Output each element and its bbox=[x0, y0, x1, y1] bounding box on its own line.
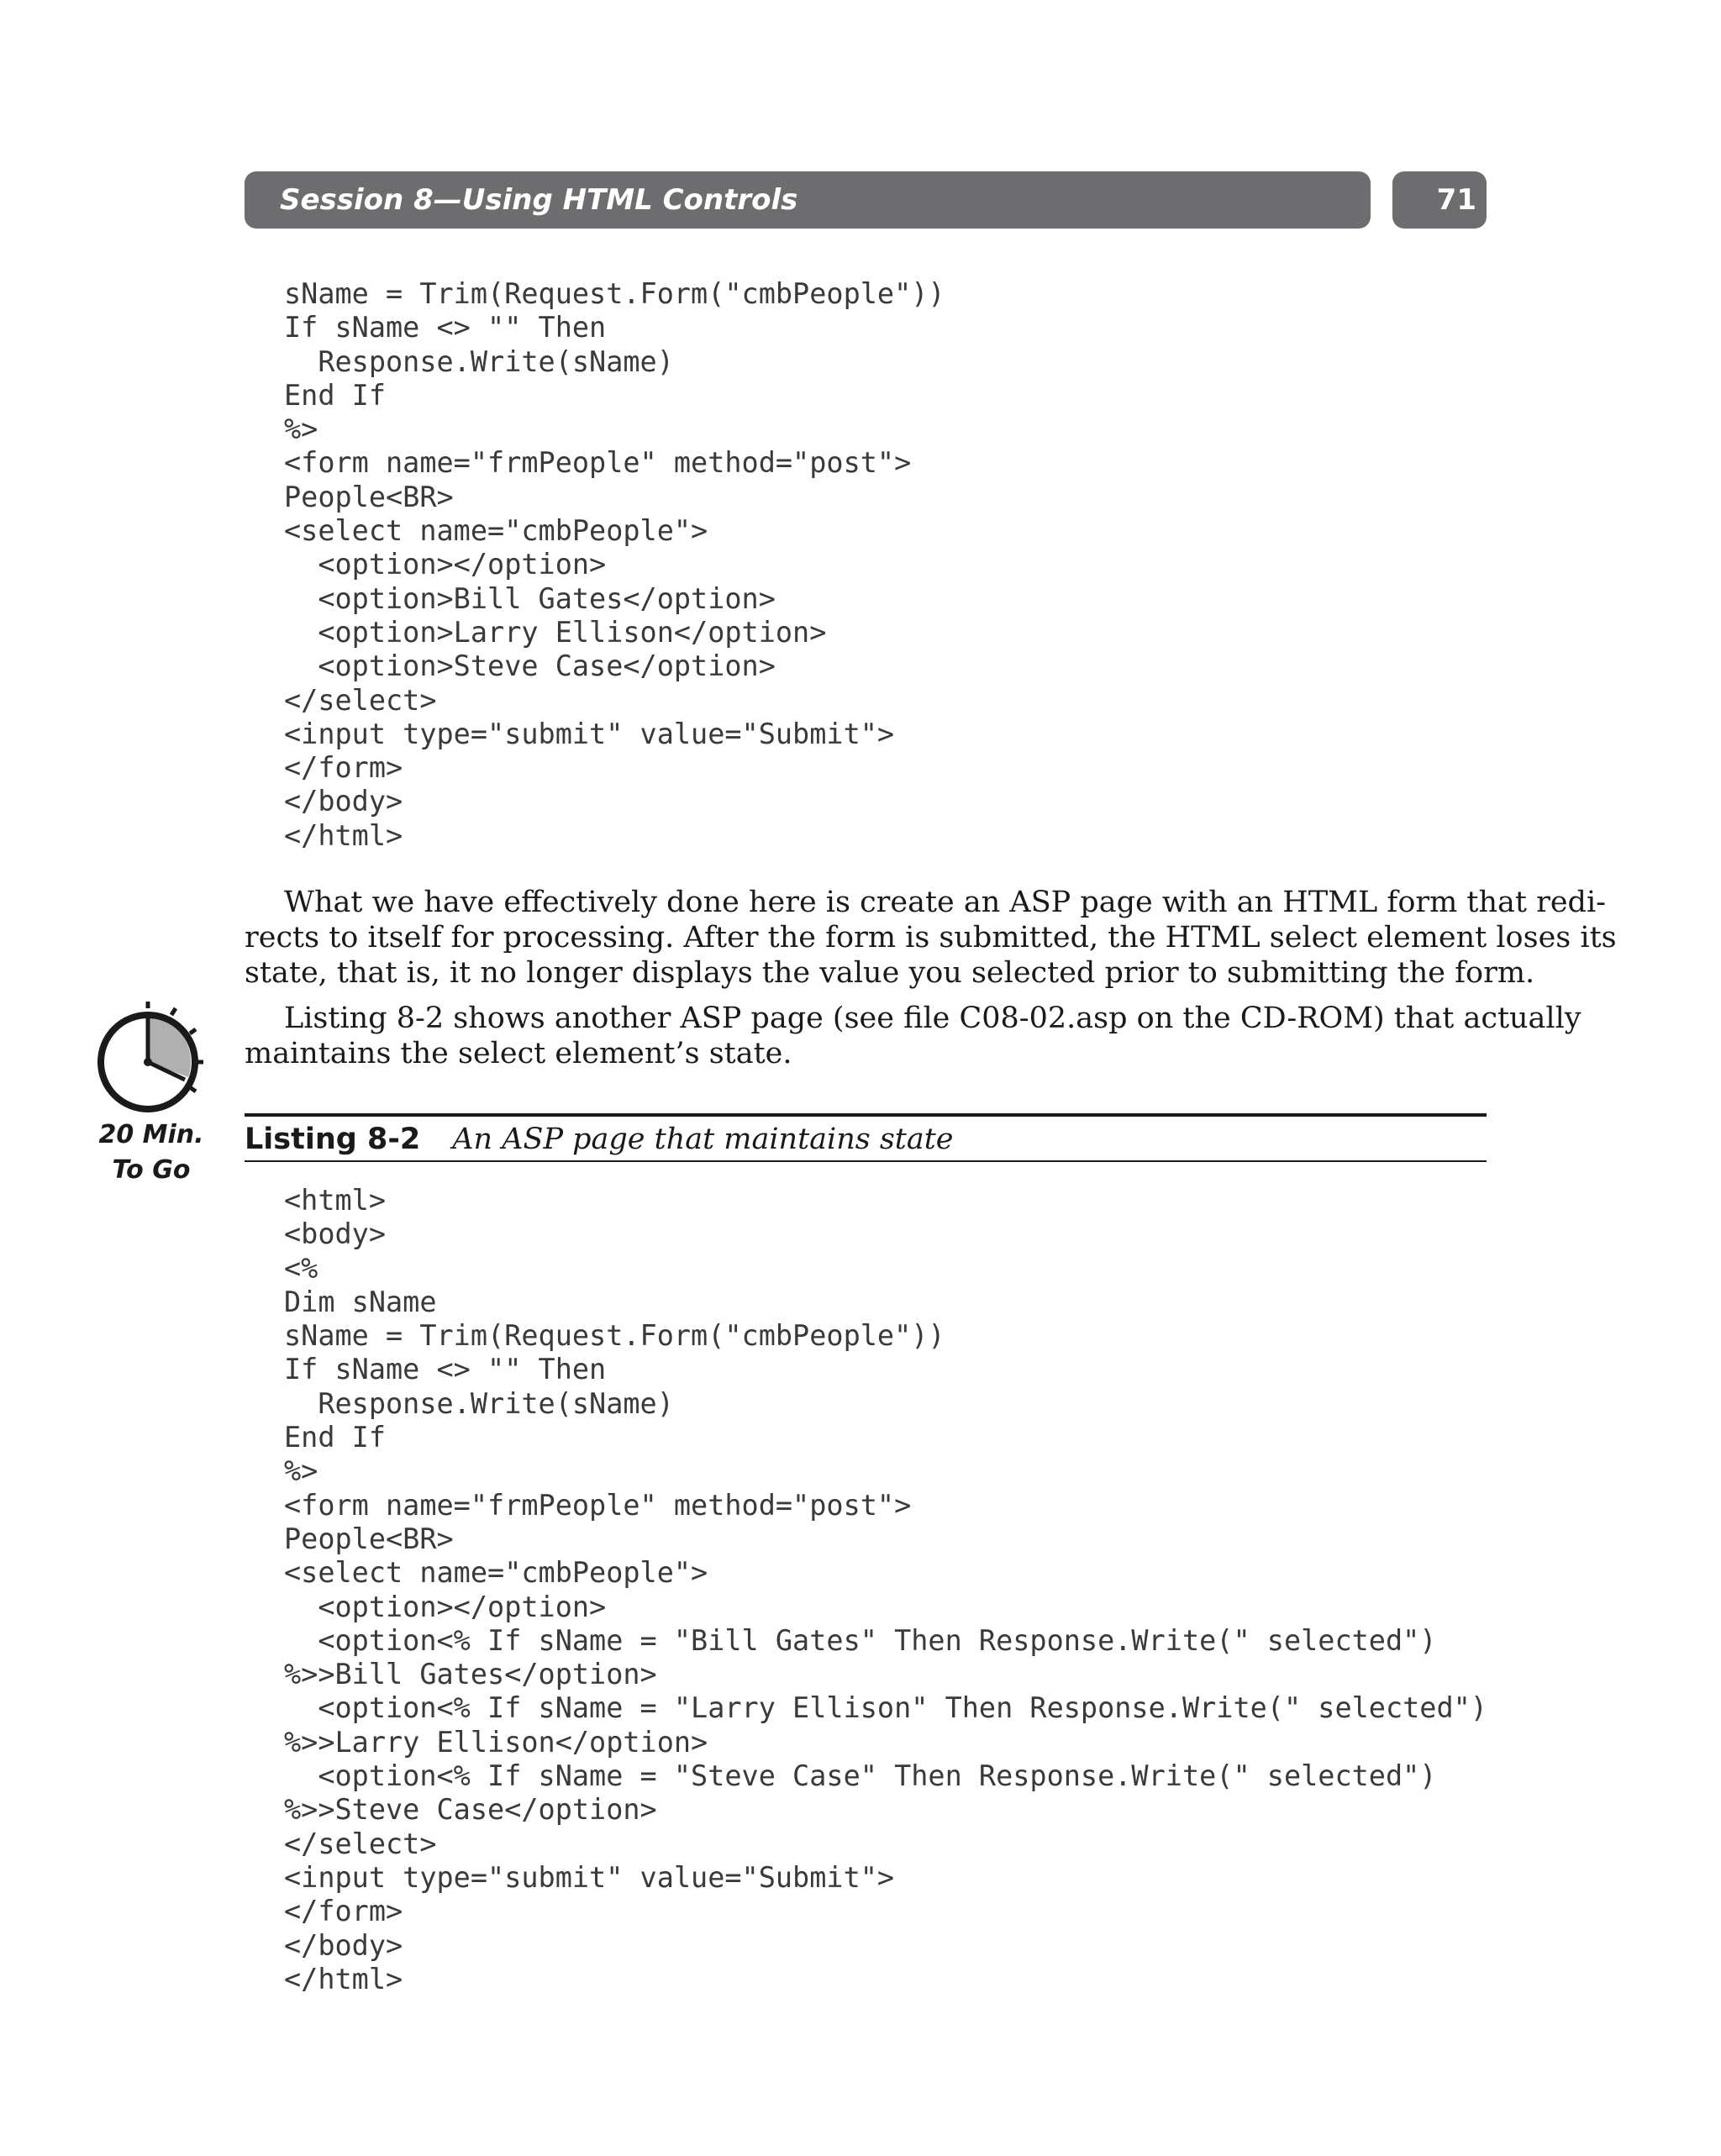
code-line: </form> bbox=[284, 1895, 403, 1928]
code-line: Dim sName bbox=[284, 1285, 437, 1318]
code-line: <select name="cmbPeople"> bbox=[284, 1556, 708, 1590]
code-line: <option>Larry Ellison</option> bbox=[284, 615, 827, 649]
code-line: %>>Steve Case</option> bbox=[284, 1793, 657, 1827]
code-line: </body> bbox=[284, 1928, 403, 1962]
code-line: %>>Bill Gates</option> bbox=[284, 1658, 657, 1691]
code-line: %>>Larry Ellison</option> bbox=[284, 1725, 708, 1759]
code-line: %> bbox=[284, 1454, 318, 1488]
clock-elapsed-wedge bbox=[148, 1015, 191, 1077]
code-line: <select name="cmbPeople"> bbox=[284, 514, 708, 548]
paragraph-line: What we have effectively done here is create an ASP page with an HTML form that redi- bbox=[284, 886, 1606, 919]
clock-tick bbox=[190, 1029, 196, 1033]
page-number: 71 bbox=[1436, 183, 1476, 217]
code-line: </select> bbox=[284, 683, 437, 717]
code-line: sName = Trim(Request.Form("cmbPeople")) bbox=[284, 1319, 945, 1353]
clock-tick bbox=[171, 1008, 176, 1015]
code-line: <form name="frmPeople" method="post"> bbox=[284, 446, 912, 480]
paragraph-line: Listing 8-2 shows another ASP page (see file C08-02.asp on the CD-ROM) that actually bbox=[284, 1002, 1582, 1035]
code-line: <option></option> bbox=[284, 1590, 607, 1623]
code-line: <option<% If sName = "Bill Gates" Then Response.Write(" selected") bbox=[284, 1623, 1437, 1657]
listing-bottom-rule bbox=[245, 1160, 1487, 1162]
code-line: Response.Write(sName) bbox=[284, 1386, 674, 1420]
body-paragraph-2 bbox=[245, 1001, 1582, 1071]
listing-caption bbox=[245, 1120, 954, 1159]
code-line: <body> bbox=[284, 1217, 387, 1251]
code-line: End If bbox=[284, 1421, 387, 1454]
code-line: </html> bbox=[284, 818, 403, 852]
code-line: </select> bbox=[284, 1827, 437, 1860]
code-line: <input type="submit" value="Submit"> bbox=[284, 717, 895, 750]
paragraph-line: state, that is, it no longer displays the value you selected prior to submitting the form. bbox=[245, 956, 1535, 990]
code-line: %> bbox=[284, 413, 318, 446]
time-remaining-label bbox=[92, 1117, 210, 1188]
code-line: sName = Trim(Request.Form("cmbPeople")) bbox=[284, 277, 945, 310]
code-line: End If bbox=[284, 378, 387, 412]
code-line: <input type="submit" value="Submit"> bbox=[284, 1860, 895, 1894]
code-line: <form name="frmPeople" method="post"> bbox=[284, 1488, 912, 1522]
listing-top-rule bbox=[245, 1113, 1487, 1117]
code-line: Response.Write(sName) bbox=[284, 344, 674, 378]
body-paragraph-1 bbox=[245, 885, 1617, 991]
running-header-title: Session 8—Using HTML Controls bbox=[280, 183, 798, 217]
clock-center bbox=[144, 1058, 152, 1066]
code-line: <% bbox=[284, 1251, 318, 1285]
code-line: <option<% If sName = "Steve Case" Then Response.Write(" selected") bbox=[284, 1759, 1437, 1793]
code-line: If sName <> "" Then bbox=[284, 311, 607, 344]
time-label-line: 20 Min. bbox=[98, 1120, 204, 1149]
listing-title: An ASP page that maintains state bbox=[452, 1123, 954, 1156]
code-line: <option<% If sName = "Larry Ellison" Then Response.Write(" selected") bbox=[284, 1691, 1487, 1725]
code-line: <option>Bill Gates</option> bbox=[284, 581, 776, 615]
code-line: <option></option> bbox=[284, 548, 607, 581]
code-line: If sName <> "" Then bbox=[284, 1353, 607, 1386]
code-line: </body> bbox=[284, 785, 403, 818]
code-line: People<BR> bbox=[284, 1522, 454, 1555]
listing-label: Listing 8-2 bbox=[245, 1123, 421, 1156]
code-listing-8-2 bbox=[284, 1184, 1487, 1996]
paragraph-line: rects to itself for processing. After the form is submitted, the HTML select element loses its bbox=[245, 921, 1617, 954]
code-line: </form> bbox=[284, 751, 403, 785]
clock-tick bbox=[190, 1087, 196, 1091]
time-label-line: To Go bbox=[112, 1155, 191, 1185]
code-listing-continued bbox=[284, 277, 945, 853]
code-line: <option>Steve Case</option> bbox=[284, 649, 776, 683]
clock-icon bbox=[94, 1000, 212, 1117]
paragraph-line: maintains the select element’s state. bbox=[245, 1037, 792, 1070]
code-line: </html> bbox=[284, 1962, 403, 1996]
code-line: People<BR> bbox=[284, 480, 454, 513]
code-line: <html> bbox=[284, 1184, 387, 1217]
